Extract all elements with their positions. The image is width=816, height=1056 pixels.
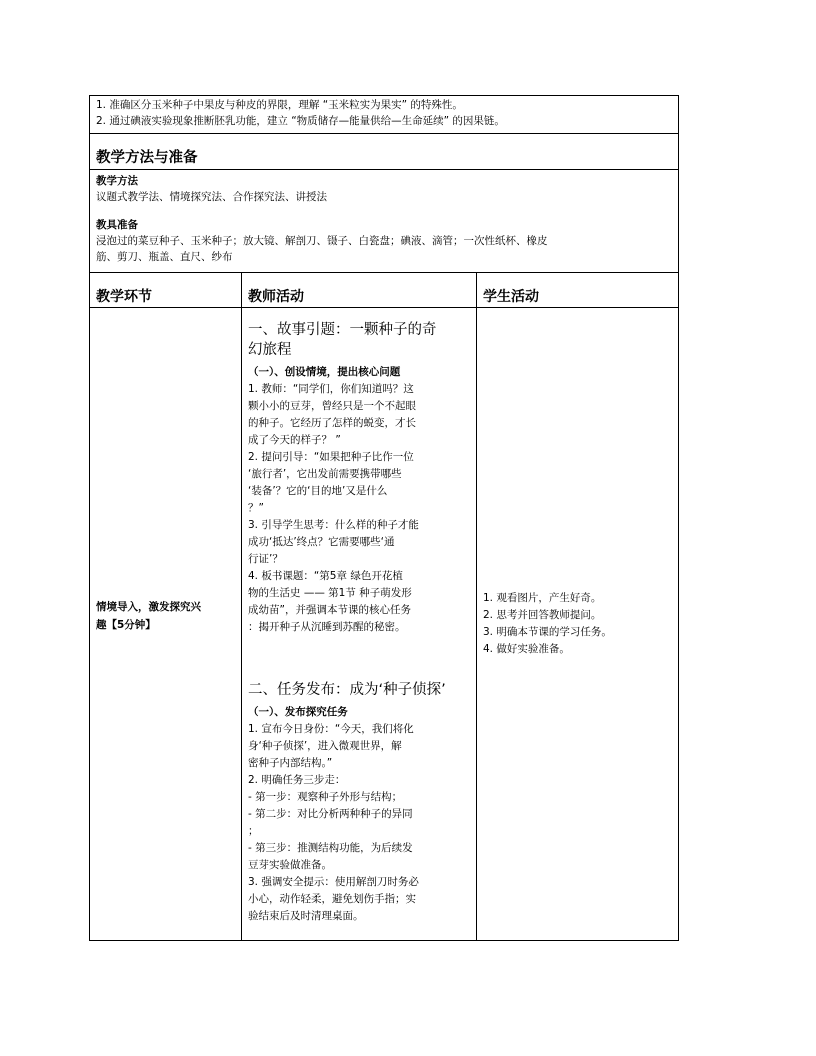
stage-label: 情境导入，激发探究兴 趣【5分钟】 (96, 601, 201, 631)
header-student-activity: 学生活动 (476, 273, 678, 307)
list-item: 2. 思考并回答教师提问。 (483, 609, 602, 621)
header-teacher-activity: 教师活动 (241, 273, 476, 307)
stage-cell (90, 308, 241, 940)
part2-body: 1. 宣布今日身份：“今天，我们将化 身‘种子侦探’，进入微观世界，解 密种子内部结构。” 2. 明确任务三步走： - 第一步：观察种子外形与结构； - 第二步：对比分析两种种子的异同 ； - 第三步：推测结构功能，为后续发 豆芽实验做准备。 3. 强调安全提示：使用解剖刀时务必 小心，动作轻柔，避免划伤手指；实 验结束后及时清理桌面。 (248, 723, 419, 922)
objective-item: 1. 准确区分玉米种子中果皮与种皮的界限，理解 “玉米粒实为果实” 的特殊性。 (96, 99, 463, 111)
teacher-activity-cell (241, 308, 476, 940)
header-teaching-stage: 教学环节 (96, 289, 152, 305)
student-activity-list (483, 590, 673, 658)
methods-text: 议题式教学法、情境探究法、合作探究法、讲授法 (96, 191, 327, 203)
methods-prep-block (90, 170, 678, 273)
spacer (248, 636, 470, 680)
student-activity-cell (476, 308, 678, 940)
list-item: 4. 做好实验准备。 (483, 643, 570, 655)
methods-label: 教学方法 (96, 175, 138, 187)
methods-section-title: 教学方法与准备 (90, 134, 678, 170)
objective-item: 2. 通过碘液实验现象推断胚乳功能，建立 “物质储存—能量供给—生命延续” 的因果链。 (96, 115, 505, 127)
part2-subtitle: （一）、发布探究任务 (248, 706, 348, 718)
list-item: 1. 观看图片，产生好奇。 (483, 592, 602, 604)
list-item: 3. 明确本节课的学习任务。 (483, 626, 612, 638)
part1-body: 1. 教师：“同学们，你们知道吗？这 颗小小的豆芽，曾经只是一个不起眼 的种子。它经历了怎样的蜕变，才长 成了今天的样子？ ” 2. 提问引导：“如果把种子比作一位 ‘旅行者’，它出发前需要携带哪些 ‘装备’？它的‘目的地’又是什么 ？” 3. 引导学生思考：什么样的种子才能 成功‘抵达’终点？它需要哪些‘通 行证’？ 4. 板书课题：“第5章 绿色开花植 物的生活史 —— 第1节 种子萌发形 成幼苗”，并强调本节课的核心任务 ：揭开种子从沉睡到苏醒的秘密。 (248, 383, 419, 633)
objectives-block (90, 96, 678, 134)
tools-label: 教具准备 (96, 219, 138, 231)
table-row (90, 308, 678, 940)
table-header-row (90, 273, 678, 308)
part1-title: 一、故事引题：一颗种子的奇 幻旅程 (248, 322, 437, 358)
tools-text-line: 筋、剪刀、瓶盖、直尺、纱布 (96, 251, 233, 263)
tools-text-line: 浸泡过的菜豆种子、玉米种子；放大镜、解剖刀、镊子、白瓷盘；碘液、滴管；一次性纸杯、橡皮 (96, 235, 548, 247)
spacer (96, 205, 672, 217)
lesson-plan-table (89, 95, 679, 941)
part1-subtitle: （一）、创设情境，提出核心问题 (248, 366, 401, 378)
part2-title: 二、任务发布：成为‘种子侦探’ (248, 682, 446, 698)
